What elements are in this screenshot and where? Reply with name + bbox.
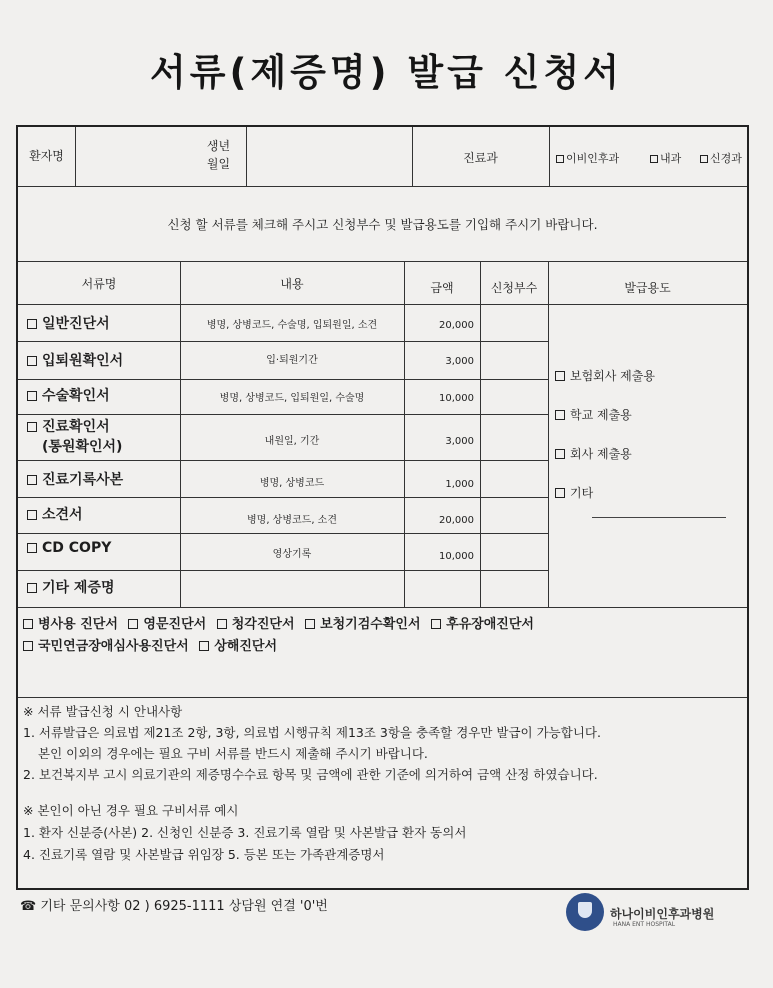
example-heading: ※ 본인이 아닌 경우 필요 구비서류 예시	[23, 803, 239, 818]
checkbox-icon	[27, 510, 37, 520]
purpose-school[interactable]: 학교 제출용	[555, 406, 632, 423]
doc-fee: 1,000	[445, 479, 474, 490]
col-header-content: 내용	[280, 277, 304, 291]
purpose-other-blank-line[interactable]	[592, 517, 726, 518]
checkbox-icon	[555, 488, 565, 498]
checkbox-icon	[27, 583, 37, 593]
checkbox-icon	[431, 619, 441, 629]
purpose-insurance[interactable]: 보험회사 제출용	[555, 367, 655, 384]
doc-content: 병명, 상병코드, 수술명, 입퇴원일, 소견	[206, 320, 378, 331]
checkbox-icon	[555, 410, 565, 420]
patient-name-label: 환자명	[29, 149, 64, 163]
doc-opinion[interactable]: 소견서	[27, 504, 83, 524]
doc-general-diagnosis[interactable]: 일반진단서	[27, 313, 110, 333]
checkbox-icon	[27, 543, 37, 553]
doc-treatment-confirmation[interactable]: 진료확인서	[27, 416, 110, 436]
extra-cert-hearing[interactable]: 청각진단서	[217, 617, 295, 632]
extra-cert-hearing-aid[interactable]: 보청기검수확인서	[305, 617, 420, 632]
doc-fee: 10,000	[439, 393, 474, 404]
checkbox-icon	[27, 356, 37, 366]
notice-item-2: 2. 보건복지부 고시 의료기관의 제증명수수료 항목 및 금액에 관한 기준에 의거하여 금액 산정 하였습니다.	[23, 767, 598, 782]
example-line-2: 4. 진료기록 열람 및 사본발급 위임장 5. 등본 또는 가족관계증명서	[23, 847, 385, 862]
purpose-company[interactable]: 회사 제출용	[555, 445, 632, 462]
dept-option-internal[interactable]: 내과	[650, 150, 681, 166]
doc-fee: 3,000	[445, 356, 474, 367]
doc-content: 병명, 상병코드	[259, 478, 325, 489]
checkbox-icon	[555, 449, 565, 459]
checkbox-icon	[27, 475, 37, 485]
extra-cert-pension-disability[interactable]: 국민연금장애심사용진단서	[23, 639, 189, 654]
checkbox-icon	[128, 619, 138, 629]
doc-fee: 20,000	[439, 320, 474, 331]
birth-date-field[interactable]	[250, 147, 408, 165]
extra-cert-residual-disability[interactable]: 후유장애진단서	[431, 617, 534, 632]
instruction-text: 신청 할 서류를 체크해 주시고 신청부수 및 발급용도를 기입해 주시기 바랍니다.	[167, 217, 598, 232]
checkbox-icon	[23, 619, 33, 629]
col-header-copies: 신청부수	[490, 281, 538, 295]
department-label: 진료과	[463, 151, 498, 165]
doc-fee: 3,000	[445, 436, 474, 447]
hospital-name-en: HANA ENT HOSPITAL	[613, 921, 676, 928]
extra-cert-english[interactable]: 영문진단서	[128, 617, 206, 632]
birth-label-line2: 월일	[206, 157, 231, 171]
checkbox-icon	[700, 155, 708, 163]
doc-fee: 20,000	[439, 515, 474, 526]
col-header-purpose: 발급용도	[624, 281, 671, 295]
dept-option-ent[interactable]: 이비인후과	[556, 150, 619, 166]
doc-content: 영상기록	[272, 549, 312, 560]
checkbox-icon	[199, 641, 209, 651]
doc-content: 병명, 상병코드, 소견	[247, 515, 337, 526]
example-line-1: 1. 환자 신분증(사본) 2. 신청인 신분증 3. 진료기록 열람 및 사본발급 환자 동의서	[23, 825, 467, 840]
doc-other-certificate[interactable]: 기타 제증명	[27, 577, 115, 597]
dept-option-neuro[interactable]: 신경과	[700, 150, 742, 166]
extra-cert-injury[interactable]: 상해진단서	[199, 639, 277, 654]
doc-admission-confirmation[interactable]: 입퇴원확인서	[27, 350, 123, 370]
hospital-logo-icon	[566, 893, 604, 931]
contact-info: ☎ 기타 문의사항 02 ) 6925-1111 상담원 연결 '0'번	[20, 899, 328, 914]
checkbox-icon	[27, 422, 37, 432]
checkbox-icon	[27, 391, 37, 401]
notice-heading: ※ 서류 발급신청 시 안내사항	[23, 704, 183, 719]
checkbox-icon	[217, 619, 227, 629]
checkbox-icon	[650, 155, 658, 163]
hospital-name: 하나이비인후과병원	[610, 907, 715, 921]
doc-cd-copy[interactable]: CD COPY	[27, 540, 111, 556]
col-header-doc: 서류명	[81, 277, 117, 291]
checkbox-icon	[23, 641, 33, 651]
application-form	[16, 125, 749, 890]
checkbox-icon	[27, 319, 37, 329]
extra-certificates-line-1	[23, 613, 534, 632]
checkbox-icon	[305, 619, 315, 629]
birth-label-line1: 생년	[206, 139, 231, 153]
extra-cert-military[interactable]: 병사용 진단서	[23, 617, 118, 632]
doc-content: 병명, 상병코드, 입퇴원일, 수술명	[219, 393, 365, 404]
col-header-fee: 금액	[430, 281, 454, 295]
document-title: 서류(제증명) 발급 신청서	[149, 51, 623, 94]
doc-fee: 10,000	[439, 551, 474, 562]
doc-content: 입·퇴원기간	[266, 355, 318, 366]
doc-content: 내원일, 기간	[264, 436, 320, 447]
phone-icon: ☎	[20, 899, 37, 914]
notice-item-1-cont: 본인 이외의 경우에는 필요 구비 서류를 반드시 제출해 주시기 바랍니다.	[38, 746, 428, 761]
purpose-other[interactable]: 기타	[555, 484, 593, 501]
doc-medical-record-copy[interactable]: 진료기록사본	[27, 469, 123, 489]
doc-surgery-confirmation[interactable]: 수술확인서	[27, 385, 110, 405]
checkbox-icon	[556, 155, 564, 163]
extra-certificates-line-2	[23, 635, 277, 654]
doc-treatment-subname: (통원확인서)	[42, 439, 123, 455]
notice-item-1: 1. 서류발급은 의료법 제21조 2항, 3항, 의료법 시행규칙 제13조 3항을 충족할 경우만 발급이 가능합니다.	[23, 725, 601, 740]
checkbox-icon	[555, 371, 565, 381]
